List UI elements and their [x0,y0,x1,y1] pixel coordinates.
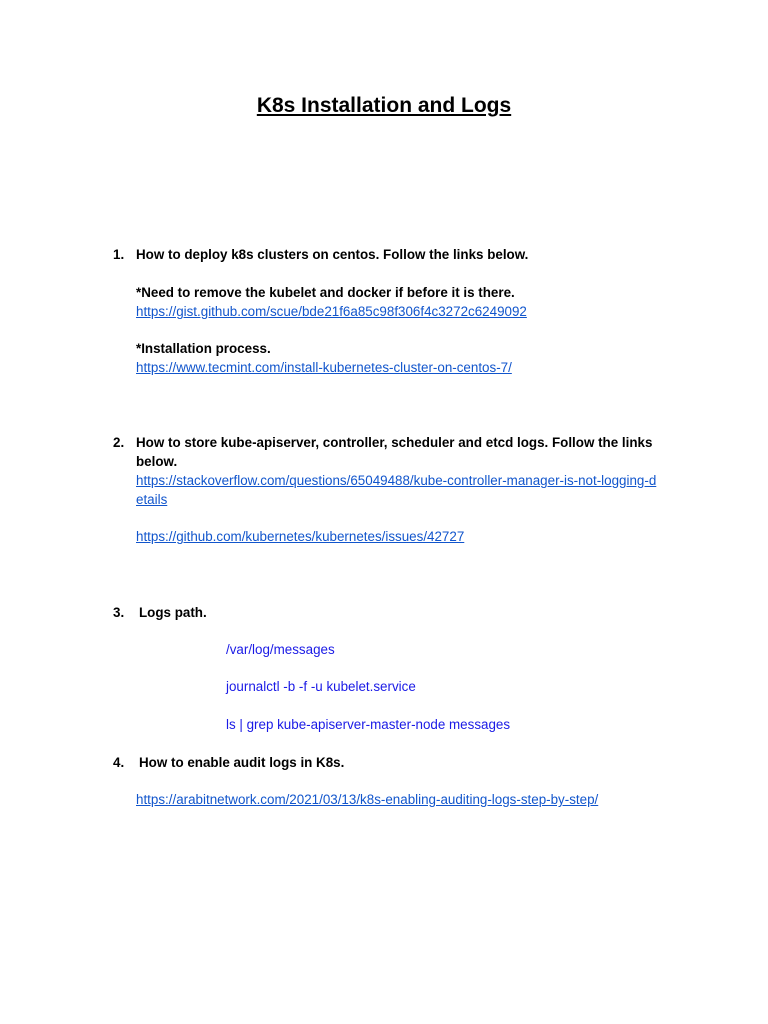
section-3-heading: Logs path. [139,605,207,620]
list-number-4: 4. [113,755,125,770]
github-issue-link[interactable]: https://github.com/kubernetes/kubernetes/issues/42727 [136,529,465,544]
section-2-heading-line2: below. [136,454,178,469]
section-2-heading-line1: How to store kube-apiserver, controller, scheduler and etcd logs. Follow the links [136,435,653,450]
section-1-note-remove: *Need to remove the kubelet and docker if before it is there. [136,285,515,300]
log-path-messages: /var/log/messages [226,642,335,657]
gist-link[interactable]: https://gist.github.com/scue/bde21f6a85c98f306f4c3272c6249092 [136,304,527,319]
arabitnetwork-link[interactable]: https://arabitnetwork.com/2021/03/13/k8s-enabling-auditing-logs-step-by-step/ [136,792,599,807]
tecmint-link[interactable]: https://www.tecmint.com/install-kubernetes-cluster-on-centos-7/ [136,360,512,375]
section-1-note-install: *Installation process. [136,341,271,356]
list-number-3: 3. [113,605,125,620]
log-path-grep: ls | grep kube-apiserver-master-node messages [226,717,511,732]
stackoverflow-link-line2[interactable]: etails [136,492,168,507]
section-1-heading: How to deploy k8s clusters on centos. Follow the links below. [136,247,529,262]
list-number-2: 2. [113,435,125,450]
section-4-heading: How to enable audit logs in K8s. [139,755,345,770]
page-title: K8s Installation and Logs [256,94,512,117]
list-number-1: 1. [113,247,125,262]
log-path-journalctl: journalctl -b -f -u kubelet.service [226,679,416,694]
stackoverflow-link-line1[interactable]: https://stackoverflow.com/questions/65049488/kube-controller-manager-is-not-logging-d [136,473,657,488]
